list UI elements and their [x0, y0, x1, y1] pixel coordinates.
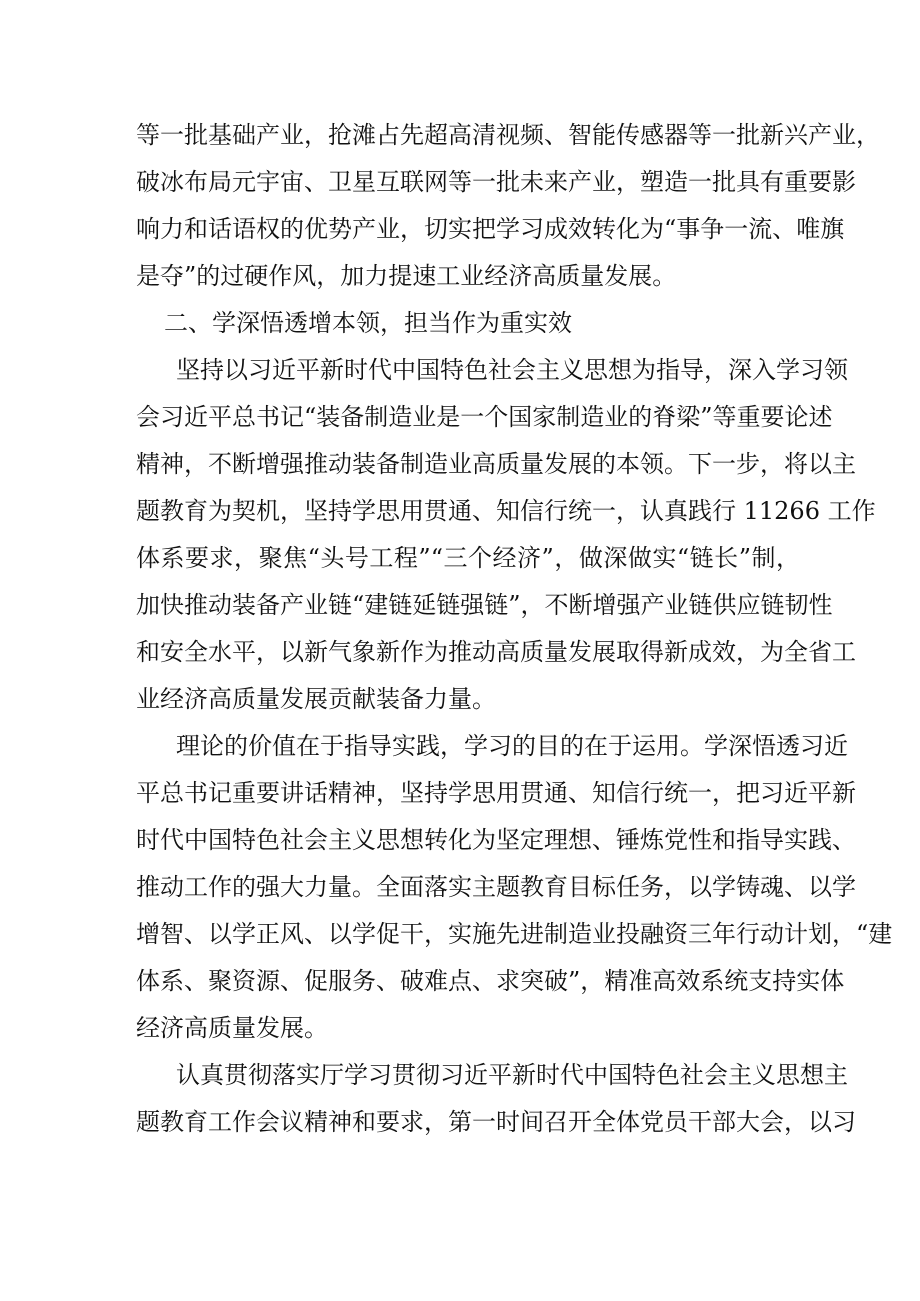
document-body [136, 112, 893, 1146]
text-line: 推动工作的强大力量。全面落实主题教育目标任务，以学铸魂、以学 [136, 873, 856, 901]
text-line: 业经济高质量发展贡献装备力量。 [136, 685, 496, 713]
text-line: 精神，不断增强推动装备制造业高质量发展的本领。下一步，将以主 [136, 450, 856, 478]
text-line: 经济高质量发展。 [136, 1014, 328, 1042]
text-line: 和安全水平，以新气象新作为推动高质量发展取得新成效，为全省工 [136, 638, 856, 666]
text-line: 坚持以习近平新时代中国特色社会主义思想为指导，深入学习领 [176, 356, 848, 384]
text-line: 体系、聚资源、促服务、破难点、求突破”，精准高效系统支持实体 [136, 967, 845, 995]
text-line: 认真贯彻落实厅学习贯彻习近平新时代中国特色社会主义思想主 [176, 1061, 848, 1089]
section-heading [136, 300, 800, 347]
text-line: 增智、以学正风、以学促干，实施先进制造业投融资三年行动计划，“建 [136, 920, 893, 948]
heading-text: 二、学深悟透增本领，担当作为重实效 [164, 309, 572, 337]
text-line: 加快推动装备产业链“建链延链强链”，不断增强产业链供应链韧性 [136, 591, 833, 619]
text-line: 等一批基础产业，抢滩占先超高清视频、智能传感器等一批新兴产业， [136, 121, 880, 149]
text-line: 会习近平总书记“装备制造业是一个国家制造业的脊梁”等重要论述 [136, 403, 833, 431]
text-line: 响力和话语权的优势产业，切实把学习成效转化为“事争一流、唯旗 [136, 215, 845, 243]
text-line: 破冰布局元宇宙、卫星互联网等一批未来产业，塑造一批具有重要影 [136, 168, 856, 196]
text-line: 题教育工作会议精神和要求，第一时间召开全体党员干部大会，以习 [136, 1108, 856, 1136]
paragraph-guidance [136, 347, 876, 723]
text-line: 体系要求，聚焦“头号工程”“三个经济”，做深做实“链长”制， [136, 544, 800, 572]
text-line: 是夺”的过硬作风，加力提速工业经济高质量发展。 [136, 262, 677, 290]
paragraph-industry-layout [136, 112, 880, 300]
text-line: 时代中国特色社会主义思想转化为坚定理想、锤炼党性和指导实践、 [136, 826, 856, 854]
paragraph-theory-practice [136, 723, 893, 1052]
text-line: 理论的价值在于指导实践，学习的目的在于运用。学深悟透习近 [176, 732, 848, 760]
paragraph-implementation [136, 1052, 856, 1146]
text-line: 平总书记重要讲话精神，坚持学思用贯通、知信行统一，把习近平新 [136, 779, 856, 807]
text-line: 题教育为契机，坚持学思用贯通、知信行统一，认真践行 11266 工作 [136, 497, 876, 525]
